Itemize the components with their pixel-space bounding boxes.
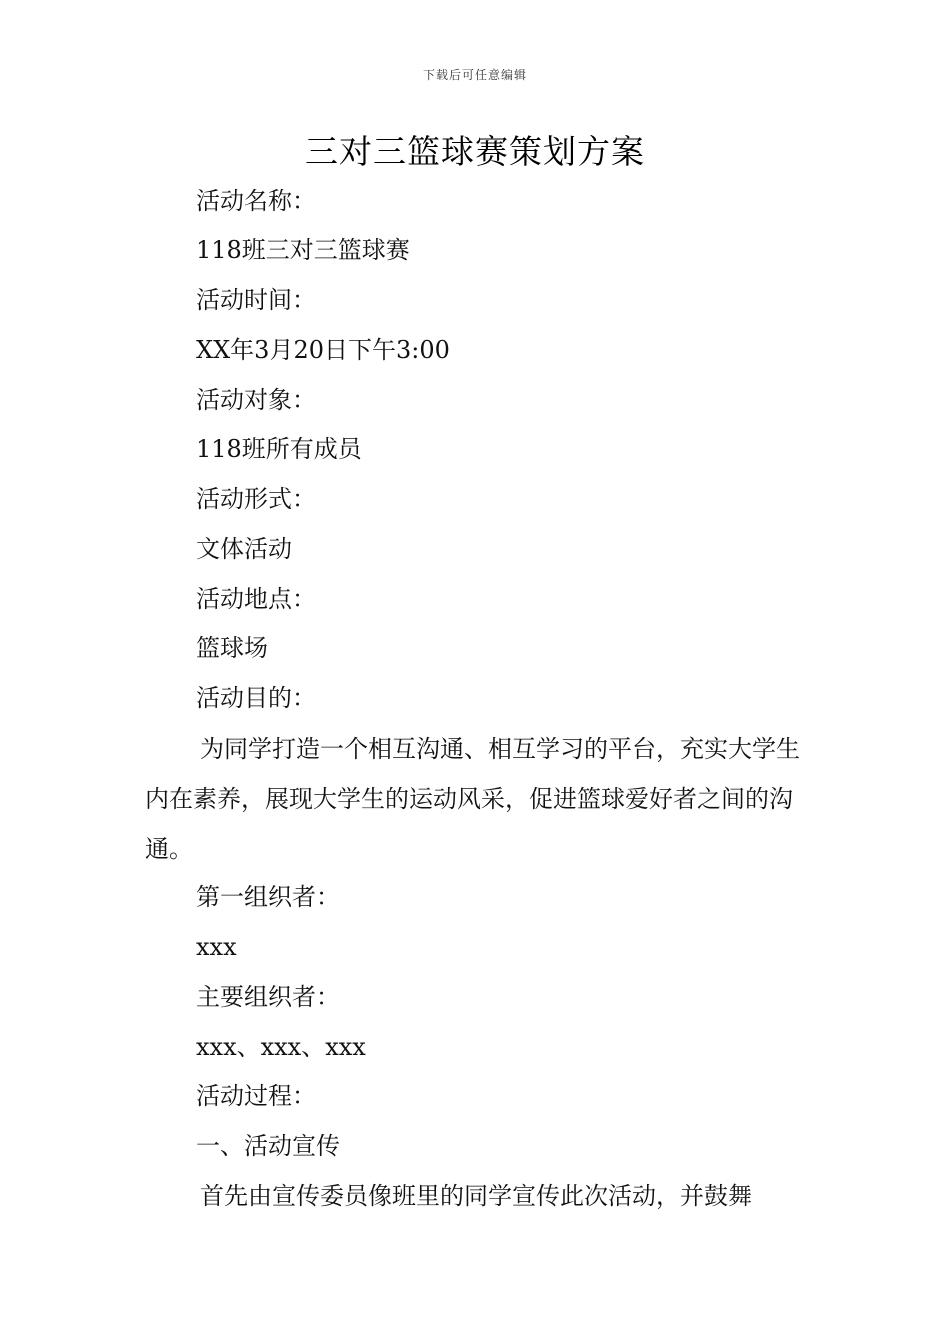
header-note: 下载后可任意编辑	[422, 68, 527, 82]
activity-name-label: 活动名称：	[196, 187, 316, 215]
first-organizer-label: 第一组织者：	[196, 883, 340, 911]
activity-name-value: 118班三对三篮球赛	[196, 236, 410, 264]
activity-time-label: 活动时间：	[196, 286, 316, 314]
purpose-paragraph	[145, 724, 815, 874]
document-title: 三对三篮球赛策划方案	[305, 132, 645, 171]
section-one-paragraph	[145, 1171, 815, 1221]
activity-form-label: 活动形式：	[196, 485, 316, 513]
activity-time-value: XX年3月20日下午3:00	[196, 336, 450, 364]
activity-purpose-label: 活动目的：	[196, 684, 316, 712]
main-organizers-value: xxx、xxx、xxx	[196, 1033, 366, 1061]
activity-location-label: 活动地点：	[196, 585, 316, 613]
main-organizers-label: 主要组织者：	[196, 983, 340, 1011]
first-organizer-value: xxx	[196, 933, 237, 961]
activity-location-value: 篮球场	[196, 634, 268, 662]
section-one-paragraph-text: 首先由宣传委员像班里的同学宣传此次活动，并鼓舞	[200, 1182, 752, 1210]
activity-target-label: 活动对象：	[196, 386, 316, 414]
purpose-paragraph-text: 为同学打造一个相互沟通、相互学习的平台，充实大学生内在素养，展现大学生的运动风采，促进篮球爱好者之间的沟通。	[145, 735, 800, 863]
section-one-heading: 一、活动宣传	[196, 1132, 340, 1160]
activity-form-value: 文体活动	[196, 535, 292, 563]
activity-target-value: 118班所有成员	[196, 435, 362, 463]
process-label: 活动过程：	[196, 1082, 316, 1110]
